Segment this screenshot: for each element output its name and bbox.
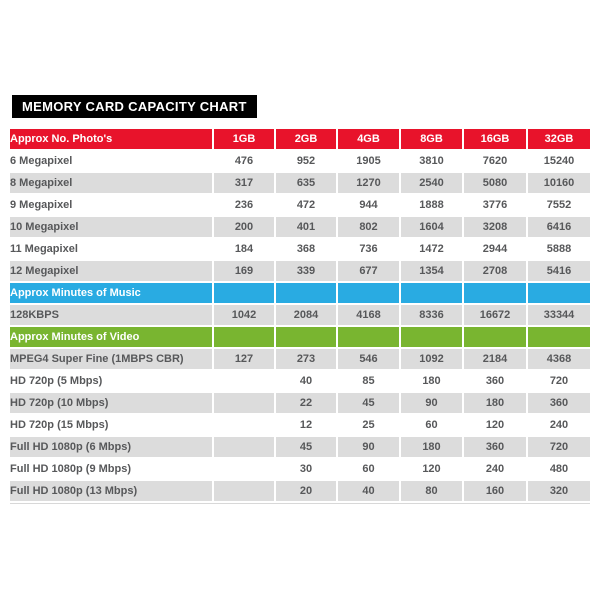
section-bar-cell-video-0 — [214, 327, 274, 347]
value-cell: 6416 — [528, 217, 590, 237]
value-cell: 16672 — [464, 305, 526, 325]
value-cell: 720 — [528, 371, 590, 391]
table-row — [10, 305, 590, 325]
column-header-1gb: 1GB — [214, 129, 274, 149]
table-row — [10, 481, 590, 501]
value-cell: 85 — [338, 371, 399, 391]
value-cell: 184 — [214, 239, 274, 259]
section-header-row-music — [10, 283, 590, 303]
value-cell: 360 — [528, 393, 590, 413]
value-cell: 480 — [528, 459, 590, 479]
value-cell — [214, 393, 274, 413]
value-cell: 45 — [276, 437, 336, 457]
table-row — [10, 151, 590, 171]
value-cell: 236 — [214, 195, 274, 215]
table-row — [10, 459, 590, 479]
value-cell: 1354 — [401, 261, 462, 281]
value-cell: 10160 — [528, 173, 590, 193]
section-header-label-video: Approx Minutes of Video — [10, 327, 212, 347]
value-cell — [214, 371, 274, 391]
section-bar-cell-video-4 — [464, 327, 526, 347]
table-row — [10, 371, 590, 391]
value-cell: 2944 — [464, 239, 526, 259]
value-cell: 45 — [338, 393, 399, 413]
value-cell: 720 — [528, 437, 590, 457]
value-cell: 8336 — [401, 305, 462, 325]
value-cell: 80 — [401, 481, 462, 501]
section-bar-cell-music-4 — [464, 283, 526, 303]
value-cell: 1905 — [338, 151, 399, 171]
row-label: Full HD 1080p (6 Mbps) — [10, 437, 212, 457]
value-cell: 635 — [276, 173, 336, 193]
value-cell: 40 — [276, 371, 336, 391]
value-cell: 4168 — [338, 305, 399, 325]
value-cell: 7552 — [528, 195, 590, 215]
section-bar-cell-music-5 — [528, 283, 590, 303]
row-label: HD 720p (15 Mbps) — [10, 415, 212, 435]
table-row — [10, 195, 590, 215]
row-label: 11 Megapixel — [10, 239, 212, 259]
table-row — [10, 437, 590, 457]
value-cell: 180 — [464, 393, 526, 413]
value-cell: 1270 — [338, 173, 399, 193]
section-bar-cell-video-1 — [276, 327, 336, 347]
value-cell: 20 — [276, 481, 336, 501]
value-cell: 736 — [338, 239, 399, 259]
value-cell: 169 — [214, 261, 274, 281]
value-cell: 368 — [276, 239, 336, 259]
value-cell: 5080 — [464, 173, 526, 193]
value-cell: 2708 — [464, 261, 526, 281]
value-cell: 7620 — [464, 151, 526, 171]
value-cell: 546 — [338, 349, 399, 369]
value-cell: 127 — [214, 349, 274, 369]
section-bar-cell-video-2 — [338, 327, 399, 347]
value-cell: 317 — [214, 173, 274, 193]
value-cell: 1092 — [401, 349, 462, 369]
row-label: 10 Megapixel — [10, 217, 212, 237]
value-cell — [214, 415, 274, 435]
value-cell: 1472 — [401, 239, 462, 259]
column-header-32gb: 32GB — [528, 129, 590, 149]
value-cell: 4368 — [528, 349, 590, 369]
value-cell: 273 — [276, 349, 336, 369]
value-cell: 360 — [464, 437, 526, 457]
value-cell: 180 — [401, 437, 462, 457]
table-row — [10, 415, 590, 435]
value-cell: 60 — [401, 415, 462, 435]
value-cell: 944 — [338, 195, 399, 215]
section-bar-cell-video-3 — [401, 327, 462, 347]
value-cell: 90 — [401, 393, 462, 413]
value-cell: 476 — [214, 151, 274, 171]
value-cell: 1604 — [401, 217, 462, 237]
table-row — [10, 173, 590, 193]
column-header-4gb: 4GB — [338, 129, 399, 149]
row-label: MPEG4 Super Fine (1MBPS CBR) — [10, 349, 212, 369]
value-cell: 22 — [276, 393, 336, 413]
table-bottom-divider — [10, 503, 590, 504]
column-header-8gb: 8GB — [401, 129, 462, 149]
value-cell: 40 — [338, 481, 399, 501]
value-cell: 200 — [214, 217, 274, 237]
section-header-label-music: Approx Minutes of Music — [10, 283, 212, 303]
table-row — [10, 217, 590, 237]
section-bar-cell-video-5 — [528, 327, 590, 347]
section-bar-cell-music-1 — [276, 283, 336, 303]
table-row — [10, 261, 590, 281]
value-cell: 472 — [276, 195, 336, 215]
row-label: 8 Megapixel — [10, 173, 212, 193]
value-cell — [214, 459, 274, 479]
value-cell: 677 — [338, 261, 399, 281]
value-cell: 5888 — [528, 239, 590, 259]
value-cell: 5416 — [528, 261, 590, 281]
value-cell: 802 — [338, 217, 399, 237]
value-cell: 1042 — [214, 305, 274, 325]
column-header-2gb: 2GB — [276, 129, 336, 149]
value-cell: 12 — [276, 415, 336, 435]
row-label: 128KBPS — [10, 305, 212, 325]
value-cell: 2184 — [464, 349, 526, 369]
row-label: 6 Megapixel — [10, 151, 212, 171]
table-row — [10, 239, 590, 259]
row-label: Full HD 1080p (13 Mbps) — [10, 481, 212, 501]
row-label: 9 Megapixel — [10, 195, 212, 215]
chart-title: MEMORY CARD CAPACITY CHART — [12, 95, 257, 118]
table-row — [10, 349, 590, 369]
capacity-table-body — [10, 129, 590, 501]
section-header-row-photos — [10, 129, 590, 149]
value-cell: 320 — [528, 481, 590, 501]
value-cell: 33344 — [528, 305, 590, 325]
column-header-16gb: 16GB — [464, 129, 526, 149]
section-header-label-photos: Approx No. Photo's — [10, 129, 212, 149]
section-bar-cell-music-0 — [214, 283, 274, 303]
row-label: Full HD 1080p (9 Mbps) — [10, 459, 212, 479]
value-cell: 240 — [464, 459, 526, 479]
row-label: HD 720p (10 Mbps) — [10, 393, 212, 413]
value-cell: 339 — [276, 261, 336, 281]
value-cell: 360 — [464, 371, 526, 391]
value-cell: 30 — [276, 459, 336, 479]
capacity-table — [8, 127, 592, 503]
value-cell: 2084 — [276, 305, 336, 325]
value-cell: 180 — [401, 371, 462, 391]
value-cell: 60 — [338, 459, 399, 479]
value-cell: 2540 — [401, 173, 462, 193]
value-cell — [214, 481, 274, 501]
value-cell: 3776 — [464, 195, 526, 215]
value-cell — [214, 437, 274, 457]
value-cell: 25 — [338, 415, 399, 435]
value-cell: 120 — [401, 459, 462, 479]
row-label: 12 Megapixel — [10, 261, 212, 281]
value-cell: 1888 — [401, 195, 462, 215]
section-header-row-video — [10, 327, 590, 347]
section-bar-cell-music-2 — [338, 283, 399, 303]
value-cell: 952 — [276, 151, 336, 171]
value-cell: 3208 — [464, 217, 526, 237]
value-cell: 3810 — [401, 151, 462, 171]
value-cell: 120 — [464, 415, 526, 435]
table-row — [10, 393, 590, 413]
value-cell: 15240 — [528, 151, 590, 171]
value-cell: 160 — [464, 481, 526, 501]
value-cell: 240 — [528, 415, 590, 435]
value-cell: 90 — [338, 437, 399, 457]
value-cell: 401 — [276, 217, 336, 237]
section-bar-cell-music-3 — [401, 283, 462, 303]
row-label: HD 720p (5 Mbps) — [10, 371, 212, 391]
